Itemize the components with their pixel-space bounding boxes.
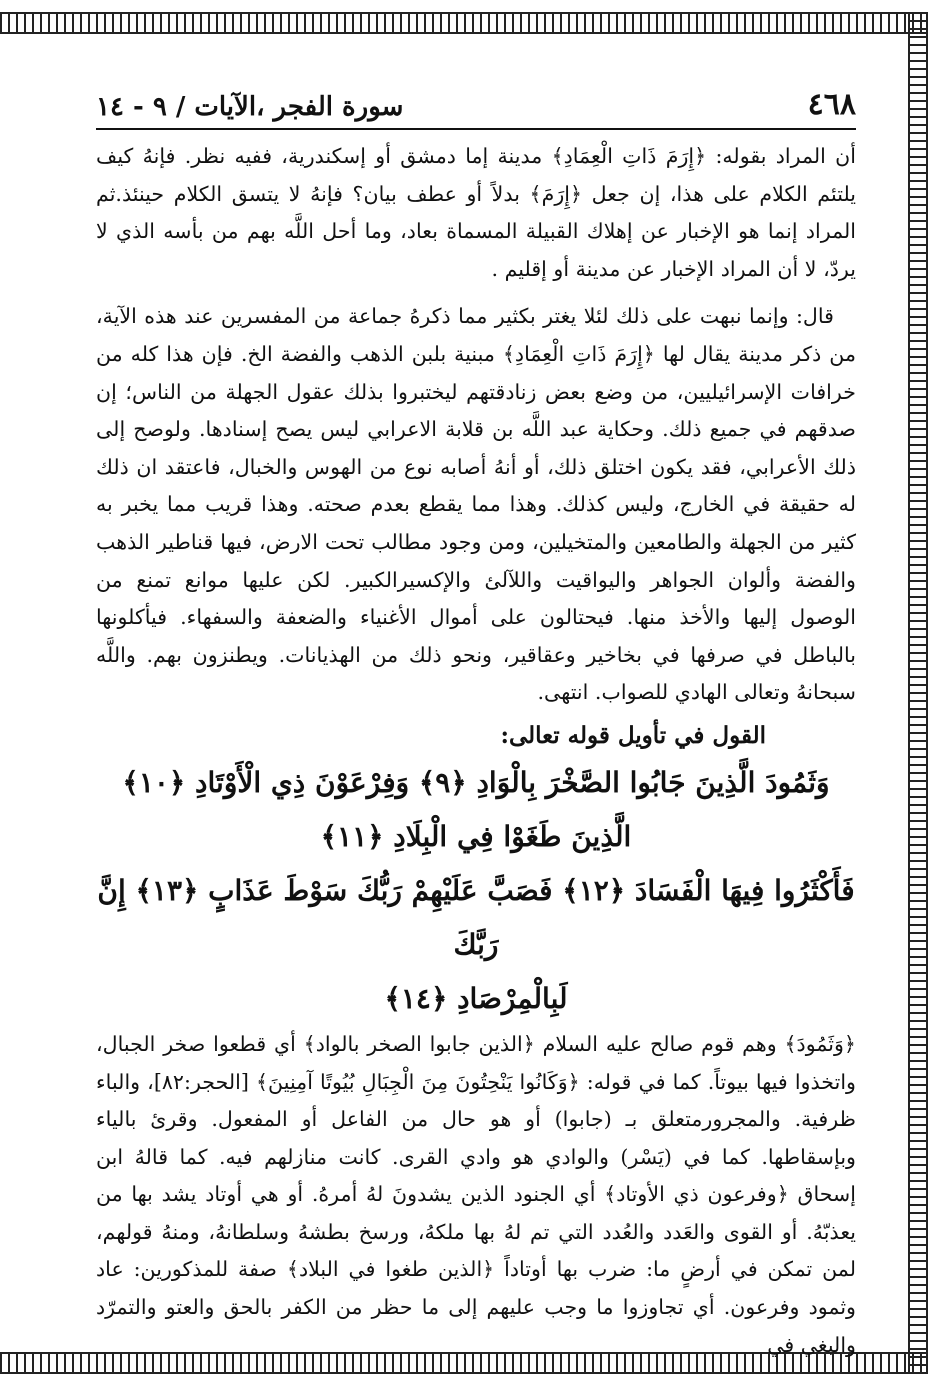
running-title: سورة الفجر ،الآيات / ٩ - ١٤ (96, 92, 404, 122)
quran-verse-line: لَبِالْمِرْصَادِ ﴿١٤﴾ (384, 981, 568, 1015)
decorative-border-top (0, 12, 926, 34)
quran-verse-line: فَأَكْثَرُوا فِيهَا الْفَسَادَ ﴿١٢﴾ فَصَبَّ عَلَيْهِمْ رَبُّكَ سَوْطَ عَذَابٍ ﴿١٣﴾ إِنَّ رَبَّكَ (97, 873, 855, 961)
paragraph: أن المراد بقوله: ﴿إِرَمَ ذَاتِ الْعِمَادِ﴾ مدينة إما دمشق أو إسكندرية، ففيه نظر. فإنهُ كيف يلتئم الكلام على هذا، إن جعل ﴿إِرَمَ﴾ بدلاً أو عطف بيان؟ فإنهُ لا يتسق الكلام حينئذ.ثم المراد إنما هو الإخبار عن إهلاك القبيلة المسماة بعاد، وما أحل اللَّه بهم من بأسه الذي لا يردّ، لا أن المراد الإخبار عن مدينة أو إقليم . (96, 144, 856, 281)
page-number: ٤٦٨ (807, 87, 856, 122)
decorative-border-right (908, 12, 928, 1374)
quran-verse-line: وَثَمُودَ الَّذِينَ جَابُوا الصَّخْرَ بِالْوَادِ ﴿٩﴾ وَفِرْعَوْنَ ذِي الْأَوْتَادِ ﴿١٠﴾ الَّذِينَ طَغَوْا فِي الْبِلَادِ ﴿١١﴾ (122, 765, 830, 853)
commentary-paragraph: ﴿وَثَمُودَ﴾ وهم قوم صالح عليه السلام ﴿الذين جابوا الصخر بالواد﴾ أي قطعوا صخر الجبال، واتخذوا فيها بيوتاً. كما في قوله: ﴿وَكَانُوا يَنْحِتُونَ مِنَ الْجِبَالِ بُيُوتًا آمِنِينَ﴾ [الحجر:٨٢]، والباء ظرفية. والمجرورمتعلق بـ (جابوا) أو هو حال من الفاعل أو المفعول. وقرئ بالياء وبإسقاطها. كما في (يَسْر) والوادي هو وادي القرى. كانت منازلهم فيه. كما قالهُ ابن إسحاق ﴿وفرعون ذي الأوتاد﴾ أي الجنود الذين يشدونَ لهُ أمرهُ. أو هي أوتاد يشد بها من يعذبّهُ. أو القوى والعَدد والعُدد التي تم لهُ بها ملكهُ، ورسخ بطشهُ وسلطانهُ، ومنهُ قولهم، لمن تمكن في أرضٍ ما: ضرب بها أوتاداً ﴿الذين طغوا في البلاد﴾ صفة للمذكورين: عاد وثمود وفرعون. أي تجاوزوا ما وجب عليهم إلى ما حظر من الكفر بالحق والعتو والتمرّد والبغي في (96, 1031, 856, 1357)
section-heading: القول في تأويل قوله تعالى: (500, 721, 766, 749)
page-body (96, 138, 856, 1364)
paragraph: قال: وإنما نبهت على ذلك لئلا يغتر بكثير مما ذكرهُ جماعة من المفسرين عند هذه الآية، من ذكر مدينة يقال لها ﴿إِرَمَ ذَاتِ الْعِمَادِ﴾ مبنية بلبن الذهب والفضة الخ. فإن هذا كله من خرافات الإسرائيليين، من وضع بعض زنادقتهم ليختبروا بذلك عقول الجهلة من الناس؛ إن صدقهم في جميع ذلك. وحكاية عبد اللَّه بن قلابة الاعرابي ليس يصح إسنادها. ولوصح إلى ذلك الأعرابي، فقد يكون اختلق ذلك، أو أنهُ أصابه نوع من الهوس والخبال، فاعتقد ان ذلك له حقيقة في الخارج، وليس كذلك. وهذا مما يقطع بعدم صحته. وهذا قريب مما يخبر به كثير من الجهلة والطامعين والمتخيلين، ومن وجود مطالب تحت الارض، فيها قناطير الذهب والفضة وألوان الجواهر واليواقيت واللآلئ والإكسيرالكبير. لكن عليها موانع تمنع من الوصول إليها والأخذ منها. فيحتالون على أموال الأغنياء والضعفة والسفهاء. فيأكلونها بالباطل في صرفها في بخاخير وعقاقير، ونحو ذلك من الهذيانات. ويطنزون بهم. واللَّه سبحانهُ وتعالى الهادي للصواب. انتهى. (96, 304, 856, 705)
page-header (96, 82, 856, 130)
